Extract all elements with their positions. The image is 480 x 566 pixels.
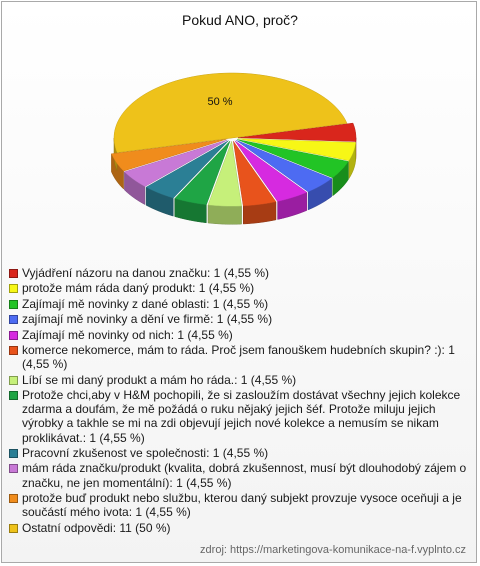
legend-label: Vyjádření názoru na danou značku: 1 (4,55 %) xyxy=(22,266,270,280)
legend xyxy=(9,266,471,536)
pie-slice-side xyxy=(208,205,242,224)
legend-swatch xyxy=(9,331,18,340)
pie-slice xyxy=(114,73,347,153)
legend-item xyxy=(9,461,471,489)
legend-item xyxy=(9,388,471,445)
legend-swatch xyxy=(9,300,18,309)
chart-frame xyxy=(1,1,477,563)
legend-item xyxy=(9,312,471,326)
legend-label: Líbí se mi daný produkt a mám ho ráda.: 1 (4,55 %) xyxy=(22,372,297,387)
pie-data-label: 50 % xyxy=(207,96,233,108)
legend-label: Pracovní zkušenost ve společnosti: 1 (4,55 %) xyxy=(22,445,269,460)
legend-swatch xyxy=(9,391,18,400)
legend-label: protože mám ráda daný produkt: 1 (4,55 %) xyxy=(22,281,255,296)
legend-label: komerce nekomerce, mám to ráda. Proč jsem fanouškem hudebních skupin? :): 1 (4,55 %) xyxy=(22,342,455,372)
legend-item xyxy=(9,491,471,519)
legend-swatch xyxy=(9,315,18,324)
legend-label: Ostatní odpovědi: 11 (50 %) xyxy=(22,520,171,535)
legend-swatch xyxy=(9,284,18,293)
legend-item xyxy=(9,328,471,342)
legend-item xyxy=(9,446,471,460)
pie-chart xyxy=(2,2,478,252)
legend-swatch xyxy=(9,449,18,458)
legend-label: Protože chci,aby v H&M pochopili, že si zasloužím dostávat všechny jejich kolekce zdarma a doufám, že mě požádá o ruku nějaký jejich šéf. Protože miluju jejich výrobky a takhle se mi na zdi objevují jejich nové kolekce a nemusím se nikam proklikávat.: 1 (4,55 %) xyxy=(22,387,461,445)
legend-swatch xyxy=(9,464,18,473)
legend-label: protože buď produkt nebo službu, kterou daný subjekt provzuje vysoce oceňuji a je součástí mého ivota: 1 (4,55 %) xyxy=(22,490,462,520)
legend-swatch xyxy=(9,494,18,503)
source-note: zdroj: https://marketingova-komunikace-na-f.vyplnto.cz xyxy=(200,544,466,556)
legend-label: Zajímají mě novinky z dané oblasti: 1 (4,55 %) xyxy=(22,296,269,311)
legend-swatch xyxy=(9,269,18,278)
legend-label: zajímají mě novinky a dění ve firmě: 1 (4,55 %) xyxy=(22,312,273,327)
legend-swatch xyxy=(9,376,18,385)
legend-item xyxy=(9,266,471,280)
legend-label: mám ráda značku/produkt (kvalita, dobrá zkušennost, musí být dlouhodobý zájem o značku, ne jen momentální): 1 (4,55 %) xyxy=(22,461,467,490)
legend-item xyxy=(9,297,471,311)
legend-item xyxy=(9,343,471,371)
legend-item xyxy=(9,521,471,535)
legend-item xyxy=(9,373,471,387)
chart-title: Pokud ANO, proč? xyxy=(182,12,298,28)
legend-swatch xyxy=(9,524,18,533)
legend-swatch xyxy=(9,346,18,355)
legend-item xyxy=(9,281,471,295)
legend-label: Zajímají mě novinky od nich: 1 (4,55 %) xyxy=(22,327,233,342)
